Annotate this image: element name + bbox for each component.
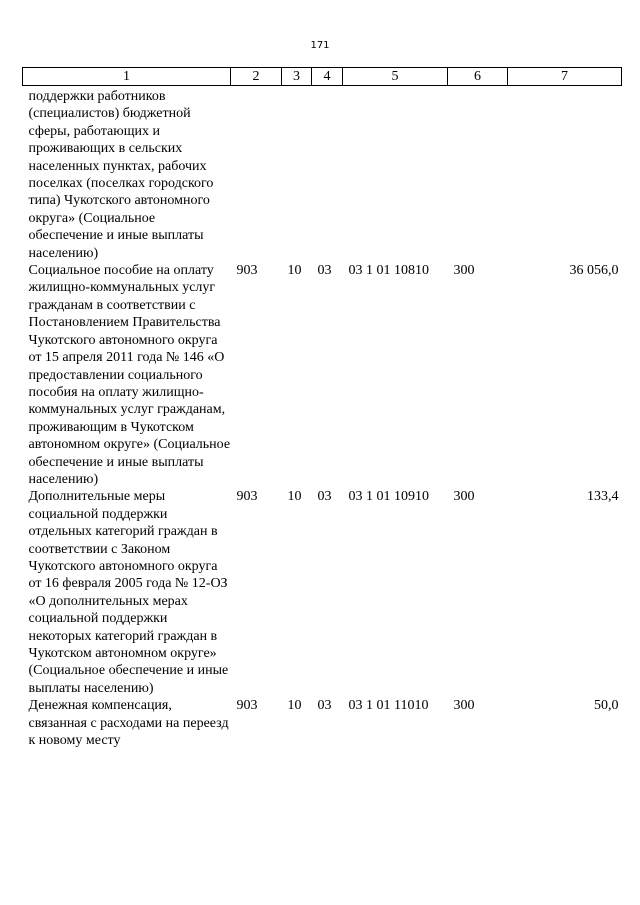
row-subsection: 03	[317, 489, 332, 505]
row-amount: 50,0	[594, 698, 619, 714]
row-expense-type: 300	[453, 489, 475, 505]
row-section: 10	[287, 489, 302, 505]
row-name: Социальное пособие на оплату жилищно-коммунальных услуг гражданам в соответствии с Постановлением Правительства Чукотского автономного округа от 15 апреля 2011 года № 146 «О предоставлении социального пособия на оплату жилищно-коммунальных услуг гражданам, проживающим в Чукотском автономном округе» (Социальное обеспечение и иные выплаты населению)	[28, 263, 231, 487]
column-header: 6	[448, 68, 508, 86]
row-section	[282, 86, 312, 263]
table-row	[23, 697, 622, 749]
table-row	[23, 86, 622, 263]
column-header: 1	[23, 68, 231, 86]
row-name: Денежная компенсация, связанная с расходами на переезд к новому месту	[28, 698, 229, 749]
row-section: 10	[287, 698, 302, 714]
row-target-article: 03 1 01 10810	[348, 263, 429, 279]
row-subsection	[312, 86, 343, 263]
row-subsection: 03	[317, 698, 332, 714]
table-header-row	[23, 68, 622, 86]
row-name: Дополнительные меры социальной поддержки отдельных категорий граждан в соответствии с Законом Чукотского автономного округа от 16 февраля 2005 года № 12-ОЗ «О дополнительных мерах социальной поддержки некоторых категорий граждан в Чукотском автономном округе» (Социальное обеспечение и иные выплаты населению)	[28, 489, 229, 696]
row-expense-type	[448, 86, 508, 263]
column-header: 3	[282, 68, 312, 86]
row-name: поддержки работников (специалистов) бюджетной сферы, работающих и проживающих в сельских населенных пунктах, рабочих поселках (поселках городского типа) Чукотского автономного округа» (Социальное обеспечение и иные выплаты населению)	[28, 89, 214, 261]
row-admin-code: 903	[236, 489, 258, 505]
row-subsection: 03	[317, 263, 332, 279]
budget-table	[22, 67, 622, 749]
table-row	[23, 262, 622, 488]
table-row	[23, 488, 622, 697]
column-header: 4	[312, 68, 343, 86]
column-header: 2	[231, 68, 282, 86]
row-target-article: 03 1 01 10910	[348, 489, 429, 505]
row-admin-code	[231, 86, 282, 263]
row-admin-code: 903	[236, 263, 258, 279]
row-target-article: 03 1 01 11010	[348, 698, 429, 714]
row-expense-type: 300	[453, 698, 475, 714]
column-header: 5	[343, 68, 448, 86]
column-header: 7	[508, 68, 622, 86]
row-amount: 133,4	[587, 489, 619, 505]
row-amount: 36 056,0	[569, 263, 619, 279]
row-section: 10	[287, 263, 302, 279]
row-target-article	[343, 86, 448, 263]
row-admin-code: 903	[236, 698, 258, 714]
row-amount	[508, 86, 622, 263]
page-number: 171	[310, 40, 330, 51]
row-expense-type: 300	[453, 263, 475, 279]
